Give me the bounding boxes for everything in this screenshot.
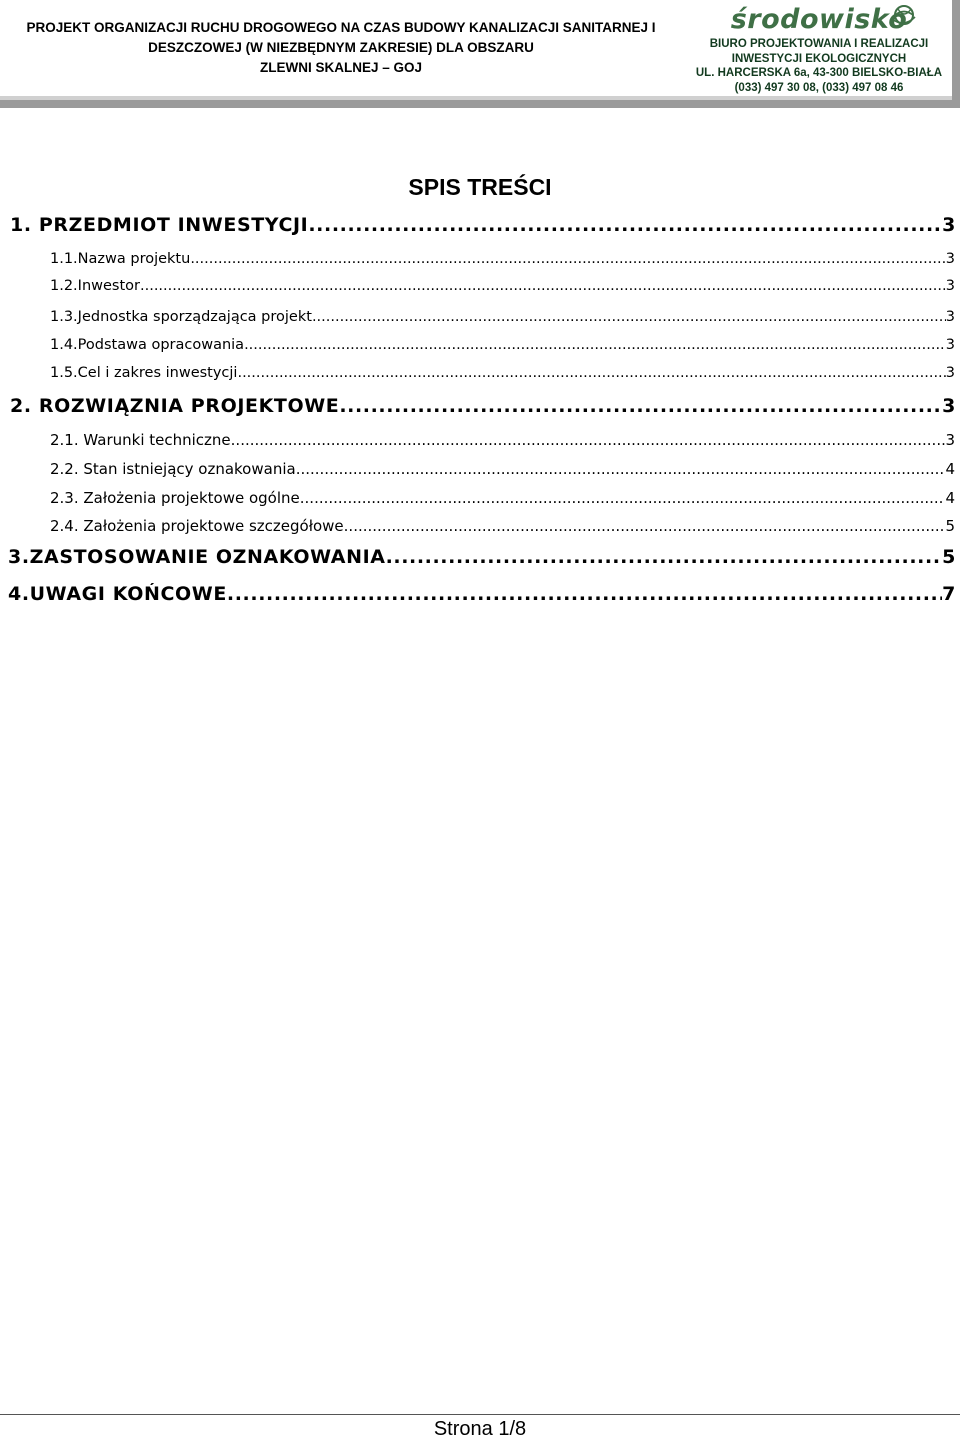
toc-entry-label: 2.4. Założenia projektowe szczegółowe [50,517,344,535]
footer-rule [0,1414,960,1415]
company-logo [682,4,956,36]
toc-entry[interactable] [50,460,955,478]
toc-leader [312,309,946,325]
toc-entry-label: 1. PRZEDMIOT INWESTYCJI [10,214,309,236]
logo-wordmark: środowisko [730,4,908,35]
toc-entry[interactable] [50,309,955,325]
toc-entry-page: 4 [945,489,955,507]
toc-leader [339,395,942,417]
page-header [0,0,960,108]
toc-leader [296,460,946,478]
company-address: UL. HARCERSKA 6a, 43-300 BIELSKO-BIAŁA [695,67,943,79]
toc-entry-page: 3 [945,431,955,449]
toc-entry-page: 3 [945,309,955,325]
page-number: Strona 1/8 [433,1418,527,1440]
toc-leader [386,546,943,568]
toc-entry[interactable] [10,395,956,417]
company-phone: (033) 497 30 08, (033) 497 08 46 [734,81,904,94]
header-shadow [0,100,960,108]
toc-entry-label: 1.4.Podstawa opracowania [50,337,245,353]
toc-entry-page: 3 [942,395,956,417]
toc-entry[interactable] [10,214,956,236]
toc-entry-page: 4 [945,460,955,478]
toc-entry-page: 5 [945,517,955,535]
toc-entry-label: 2.1. Warunki techniczne [50,431,231,449]
project-title-line: PROJEKT ORGANIZACJI RUCHU DROGOWEGO NA CZAS BUDOWY KANALIZACJI SANITARNEJ I [26,20,656,35]
toc-entry-label: 3.ZASTOSOWANIE OZNAKOWANIA [8,546,386,568]
toc-leader [308,214,942,236]
toc-entry[interactable] [50,337,955,353]
toc-leader [300,489,946,507]
toc-entry[interactable] [50,489,955,507]
toc-leader [190,251,945,267]
project-title-line: ZLEWNI SKALNEJ – GOJ [259,60,423,75]
toc-title: SPIS TREŚCI [408,174,552,200]
toc-entry[interactable] [50,251,955,267]
toc-leader [244,337,946,353]
toc-entry-label: 2.3. Założenia projektowe ogólne [50,489,300,507]
toc-entry-label: 1.3.Jednostka sporządzająca projekt [50,309,312,325]
toc-entry-page: 3 [942,214,956,236]
toc-leader [231,431,946,449]
toc-entry-label: 1.1.Nazwa projektu [50,251,191,267]
toc-entry[interactable] [50,431,955,449]
toc-entry[interactable] [50,517,955,535]
toc-entry-page: 3 [945,337,955,353]
toc-leader [140,278,946,294]
toc-entry-label: 1.2.Inwestor [50,278,140,294]
project-title [0,18,682,78]
toc-entry[interactable] [8,583,956,605]
company-block [682,4,956,100]
company-line: INWESTYCJI EKOLOGICZNYCH [731,52,907,65]
project-title-line: DESZCZOWEJ (W NIEZBĘDNYM ZAKRESIE) DLA OBSZARU [148,40,534,55]
toc-leader [344,517,946,535]
toc-entry[interactable] [8,546,956,568]
toc-entry-label: 1.5.Cel i zakres inwestycji [50,365,238,381]
toc-leader [237,365,945,381]
toc-entry[interactable] [50,365,955,381]
toc-entry-label: 2.2. Stan istniejący oznakowania [50,460,296,478]
toc-entry-page: 5 [942,546,956,568]
toc-entry-page: 3 [945,278,955,294]
company-line: BIURO PROJEKTOWANIA I REALIZACJI [709,38,929,50]
toc-entry-label: 2. ROZWIĄZNIA PROJEKTOWE [10,395,340,417]
toc-entry[interactable] [50,278,955,294]
toc-entry-page: 7 [942,583,956,605]
toc-entry-label: 4.UWAGI KOŃCOWE [8,583,227,605]
toc-entry-page: 3 [945,365,955,381]
globe-icon [890,4,916,26]
toc-entry-page: 3 [945,251,955,267]
toc-leader [227,583,942,605]
